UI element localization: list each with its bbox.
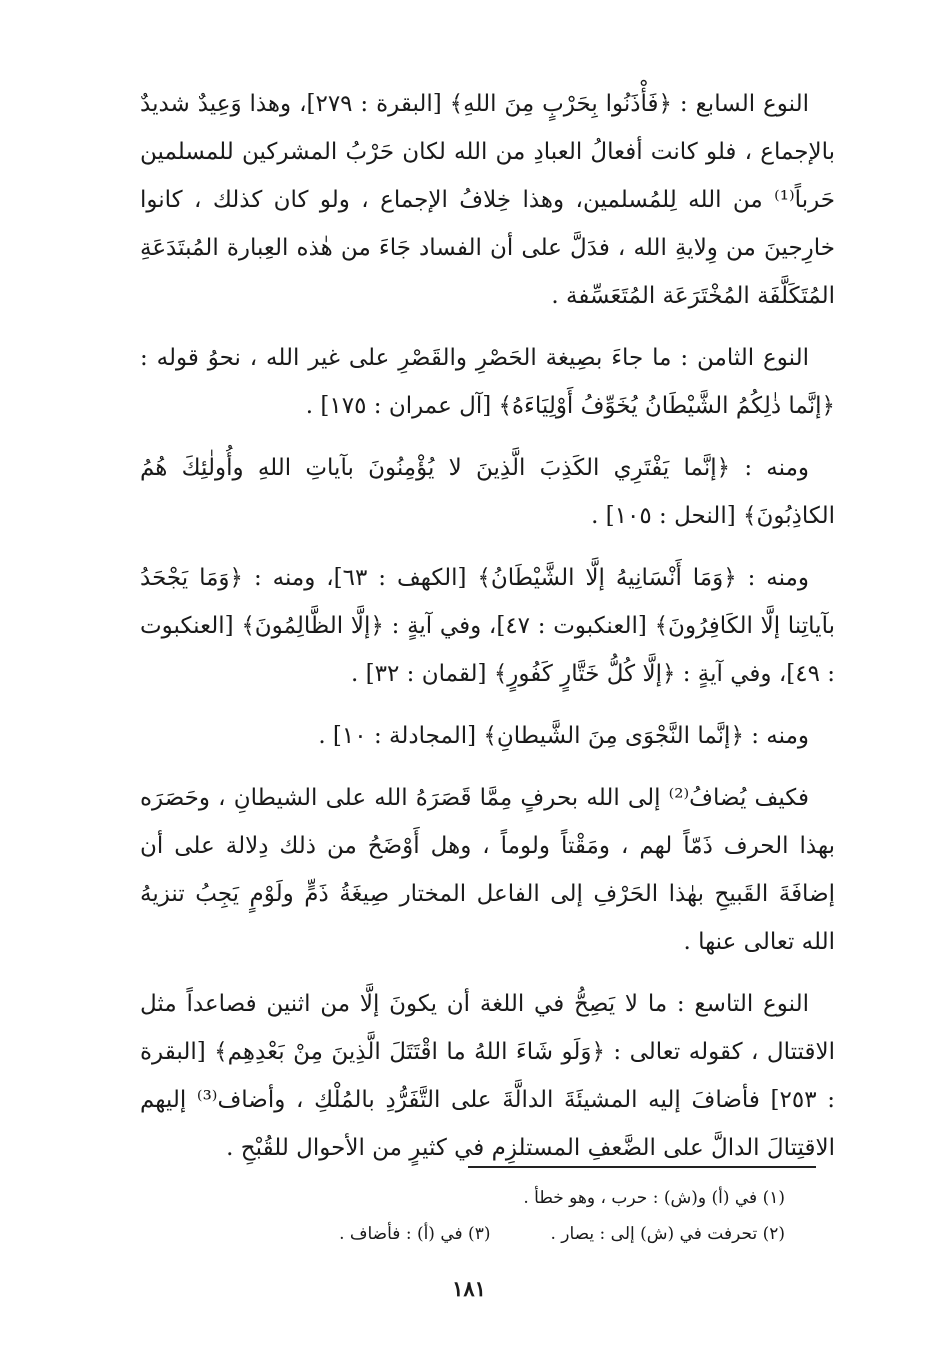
paragraph-kahf-ankabut-verses: ومنه : ﴿وَمَا أَنْسَانِيهُ إلَّا الشَّيْطَانُ﴾ [الكهف : ٦٣]، ومنه : ﴿وَمَا يَجْحَدُ بآياتِنا إلَّا الكَافِرُونَ﴾ [العنكبوت : ٤٧]، وفي آيةٍ : ﴿إلَّا الظَّالِمُونَ﴾ [العنكبوت : ٤٩]، وفي آيةٍ : ﴿إلَّا كُلُّ خَتَّارٍ كَفُورٍ﴾ [لقمان : ٣٢] .	[140, 565, 835, 687]
paragraph-mujadala-verse: ومنه : ﴿إنَّما النَّجْوَى مِنَ الشَّيطانِ﴾ [المجادلة : ١٠] .	[318, 723, 809, 749]
paragraph-eighth-type: النوع الثامن : ما جاءَ بصِيغة الحَصْرِ والقَصْرِ على غير الله ، نحوُ قوله : ﴿إنَّما ذٰلِكُمُ الشَّيْطَانُ يُخَوِّفُ أَوْلِيَاءَهُ﴾ [آل عمران : ١٧٥] .	[140, 345, 835, 419]
footnote-divider	[468, 1166, 816, 1168]
page-number: ١٨١	[452, 1276, 486, 1301]
footnotes-block	[280, 1180, 785, 1252]
paragraph-ninth-type: النوع التاسع : ما لا يَصِحُّ في اللغة أن يكونَ إلَّا من اثنين فصاعداً مثل الاقتتال ، كقوله تعالى : ﴿وَلَو شَاءَ اللهُ ما اقْتَتَلَ الَّذِينَ مِنْ بَعْدِهِم﴾ [البقرة : ٢٥٣] فأضافَ إليه المشيئَةَ الدالَّةَ على التَّفَرُّدِ بالمُلْكِ ، وأضاف⁽³⁾ إليهم الاقتِتالَ الدالَّ على الضَّعفِ المستلزِم في كثيرٍ من الأحوال للقُبْحِ .	[140, 991, 835, 1161]
paragraph-seventh-type: النوع السابع : ﴿فَأْذَنُوا بِحَرْبٍ مِنَ اللهِ﴾ [البقرة : ٢٧٩]، وهذا وَعِيدٌ شديدٌ بالإجماع ، فلو كانت أفعالُ العبادِ من الله لكان حَرْبُ المشركين للمسلمين حَرباً⁽¹⁾ من الله لِلمُسلمين، وهذا خِلافُ الإجماع ، ولو كان كذلك ، كانوا خارِجينَ من وِلايةِ الله ، فدَلَّ على أن الفساد جَاءَ من هٰذه العِبارة المُبتَدَعَةِ المُتَكَلَّفَة المُخْتَرَعَة المُتَعَسِّفة .	[140, 91, 835, 309]
paragraph-attribution-argument: فكيف يُضافُ⁽²⁾ إلى الله بحرفٍ مِمَّا قَصَرَهُ الله على الشيطانِ ، وحَصَرَه بهذا الحرف ذَمّاً لهم ، ومَقْتاً ولوماً ، وهل أَوْضَحُ من ذلك دِلالة على أن إضافَةَ القَبيحِ بهٰذا الحَرْفِ إلى الفاعل المختار صِيغَةُ ذَمٍّ ولَوْمٍ يَجِبُ تنزيهُ الله تعالى عنها .	[140, 785, 835, 955]
main-text-block	[140, 80, 835, 1186]
footnote-1: (١) في (أ) و(ش) : حرب ، وهو خطأ .	[523, 1188, 785, 1208]
footnote-3: (٣) في (أ) : فأضاف .	[339, 1224, 491, 1244]
footnote-2: (٢) تحرفت في (ش) إلى : يصار .	[550, 1224, 785, 1244]
footnote-row-2	[280, 1216, 785, 1252]
paragraph-nahl-verse: ومنه : ﴿إنَّما يَفْتَرِي الكَذِبَ الَّذِينَ لا يُؤْمِنُونَ بآياتِ اللهِ وأُولٰئِكَ هُمُ الكاذِبُونَ﴾ [النحل : ١٠٥] .	[140, 455, 835, 529]
